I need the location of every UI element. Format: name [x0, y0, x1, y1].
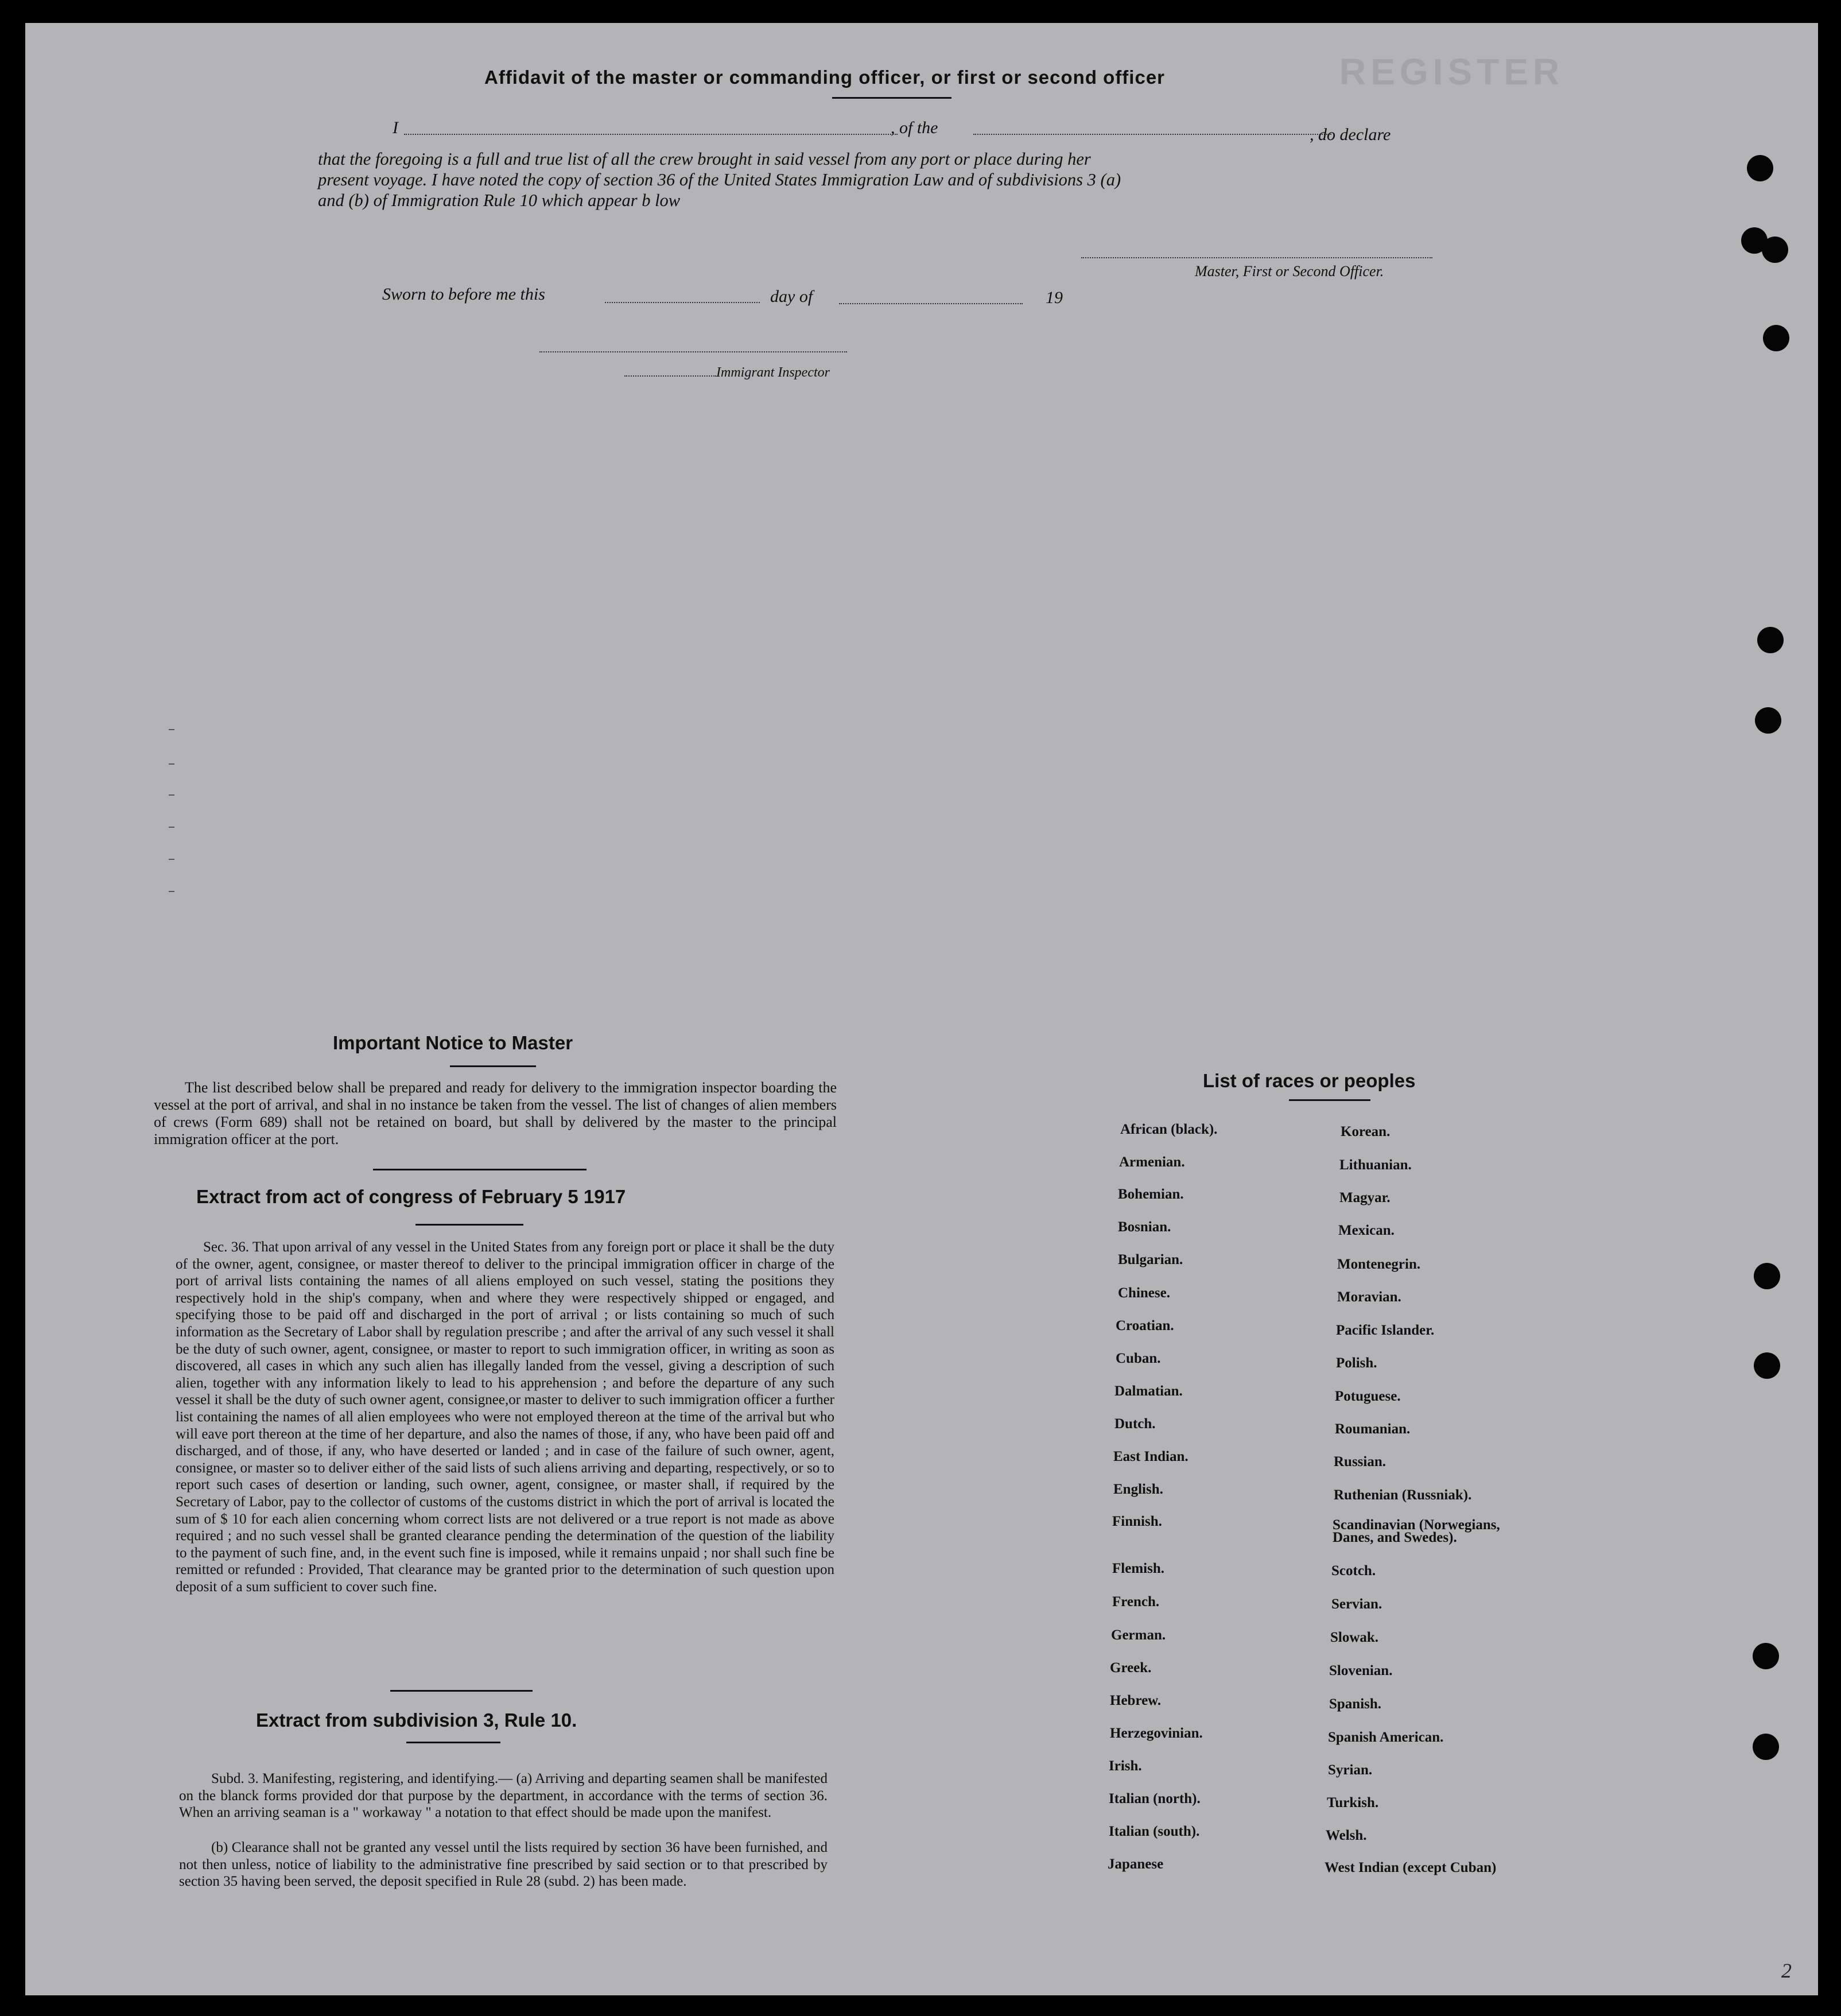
- sworn-label: Sworn to before me this: [382, 285, 545, 304]
- race-item: English.: [1113, 1482, 1163, 1497]
- race-item: Slovenian.: [1329, 1663, 1393, 1678]
- affidavit-title: Affidavit of the master or commanding officer, or first or second officer: [484, 67, 1166, 88]
- punch-hole: [1753, 1643, 1779, 1669]
- affidavit-title-underline: [832, 97, 951, 99]
- race-item: Japanese: [1108, 1856, 1164, 1872]
- officer-signature-line[interactable]: [1081, 257, 1432, 258]
- margin-tick: [169, 859, 174, 860]
- punch-hole: [1757, 627, 1784, 653]
- race-item: Scandinavian (Norwegians, Danes, and Swedes).: [1333, 1517, 1500, 1545]
- race-item: Greek.: [1110, 1660, 1152, 1676]
- race-item: Lithuanian.: [1339, 1157, 1412, 1173]
- race-item: Irish.: [1109, 1758, 1142, 1774]
- margin-tick: [169, 891, 174, 892]
- race-item: Potuguese.: [1335, 1389, 1401, 1404]
- race-item: Spanish.: [1329, 1696, 1382, 1712]
- notice-title: Important Notice to Master: [333, 1032, 573, 1053]
- punch-hole: [1754, 1352, 1780, 1379]
- punch-hole: [1763, 325, 1789, 351]
- races-title-underline: [1289, 1099, 1370, 1101]
- sworn-year-label: 19: [1046, 288, 1063, 307]
- punch-hole: [1753, 1734, 1779, 1760]
- race-item: Bulgarian.: [1118, 1252, 1183, 1267]
- sworn-month-line[interactable]: [839, 303, 1023, 304]
- sworn-day-line[interactable]: [605, 302, 760, 303]
- race-item: Korean.: [1341, 1124, 1391, 1139]
- punch-hole: [1747, 155, 1773, 181]
- affidavit-declare-label: , do declare: [1310, 125, 1391, 144]
- notice-divider: [373, 1169, 587, 1170]
- race-item: Polish.: [1336, 1355, 1377, 1371]
- notice-text: The list described below shall be prepared and ready for delivery to the immigration inspector boarding the vessel at the port of arrival, and shal in no instance be taken from the vessel. The list of changes of alien members of crews (Form 689) shall not be retained on board, but shall by delivered by the master to the principal immigration officer at the port.: [154, 1079, 837, 1147]
- extract-act-text: Sec. 36. That upon arrival of any vessel in the United States from any foreign port or place it shall be the duty of the owner, agent, consignee, or master thereof to deliver to the principal immigration officer in charge of the port of arrival lists containing the names of all aliens employed on such vessel, stating the positions they respectively hold in the ship's company, when and where they were respectively shipped or engaged, and specifying those to be paid off and discharged in the port of arrival ; or lists containing so much of such information as the Secretary of Labor shall by regulation prescribe ; and after the arrival of any such vessel it shall be the duty of such owner, agent, consignee, or master to report to such immigration officer, in writing as soon as discovered, all cases in which any such alien has illegally landed from the vessel, giving a description of such alien, together with any information likely to lead to his apprehension ; and before the departure of any such vessel it shall be the duty of such owner agent, consignee,or master to deliver to such immigration officer a further list containing the names of all alien employees who were not employed thereon at the time of the arrival but who will eave port thereon at the time of her departure, and also the names of those, if any, who have been paid off and discharged, and of those, if any, who have deserted or landed ; and in case of the failure of such owner, agent, consignee, or master so to deliver either of the said lists of such aliens arriving and departing, respectively, or so to report such cases of desertion or landing, such owner, agent, consignee, or master shall, if required by the Secretary of Labor, pay to the collector of customs of the customs district in which the port of arrival is located the sum of $ 10 for each alien concerning whom correct lists are not delivered or a true report is not made as above required ; and no such vessel shall be granted clearance pending the determination of the question of the liability to the payment of such fine, and, in the event such fine is imposed, while it remains unpaid ; nor shall such fine be remitted or refunded : Provided, That clearance may be granted prior to the determination of such question upon deposit of a sum sufficient to cover such fine.: [176, 1239, 834, 1595]
- race-item: West Indian (except Cuban): [1325, 1860, 1497, 1875]
- punch-hole: [1762, 237, 1788, 263]
- vessel-blank-line[interactable]: [973, 134, 1331, 135]
- extract-act-divider: [390, 1690, 533, 1692]
- race-item: Armenian.: [1119, 1154, 1185, 1170]
- name-blank-line[interactable]: [404, 134, 898, 135]
- affidavit-body-line-3: and (b) of Immigration Rule 10 which appear b low: [318, 191, 681, 210]
- extract-rule-para-a: Subd. 3. Manifesting, registering, and identifying.— (a) Arriving and departing seamen shall be manifested on the blanck forms provided dor that purpose by the department, in accordance with the terms of section 36. When an arriving seaman is a " workaway " a notation to that effect should be made upon the manifest.: [179, 1771, 828, 1821]
- page-number: 2: [1781, 1959, 1792, 1982]
- inspector-signature-line[interactable]: [539, 351, 847, 352]
- race-item: Herzegovinian.: [1110, 1726, 1203, 1741]
- race-item: German.: [1111, 1627, 1166, 1643]
- punch-hole: [1755, 707, 1781, 734]
- extract-act-underline: [415, 1224, 523, 1226]
- race-item: Welsh.: [1326, 1828, 1367, 1843]
- race-item: Hebrew.: [1110, 1693, 1162, 1708]
- punch-hole: [1754, 1263, 1780, 1289]
- race-item: Montenegrin.: [1337, 1257, 1421, 1272]
- race-item: Flemish.: [1112, 1561, 1164, 1576]
- race-item: Chinese.: [1118, 1285, 1170, 1301]
- bleed-through-text: REGISTER: [1339, 51, 1564, 92]
- margin-tick: [169, 794, 174, 796]
- race-item: Scotch.: [1331, 1563, 1376, 1579]
- extract-rule-title: Extract from subdivision 3, Rule 10.: [256, 1709, 577, 1731]
- race-item: Dutch.: [1114, 1416, 1156, 1432]
- margin-tick: [169, 729, 174, 730]
- affidavit-of-the-label: , of the: [891, 118, 938, 137]
- race-item: Dalmatian.: [1114, 1383, 1183, 1399]
- race-item: East Indian.: [1113, 1449, 1189, 1464]
- notice-title-underline: [450, 1065, 536, 1067]
- race-item: Bohemian.: [1118, 1187, 1184, 1202]
- affidavit-body-line-1: that the foregoing is a full and true list of all the crew brought in said vessel from any port or place during her: [318, 149, 1091, 169]
- margin-tick: [169, 763, 174, 765]
- race-item: Roumanian.: [1335, 1421, 1411, 1437]
- race-item: Croatian.: [1116, 1318, 1174, 1333]
- race-item: Syrian.: [1328, 1762, 1373, 1778]
- race-item: Moravian.: [1337, 1289, 1401, 1305]
- extract-rule-para-b: (b) Clearance shall not be granted any vessel until the lists required by section 36 have been furnished, and not then unless, notice of liability to the administrative fine prescribed by said section or to that prescribed by section 35 having been served, the deposit specified in Rule 28 (subd. 2) has been made.: [179, 1840, 828, 1890]
- affidavit-body-line-2: present voyage. I have noted the copy of section 36 of the United States Immigration Law and of subdivisions 3 (a): [318, 170, 1121, 189]
- race-item: Russian.: [1334, 1454, 1386, 1470]
- sworn-day-of-label: day of: [770, 287, 813, 306]
- race-item: Ruthenian (Russniak).: [1334, 1487, 1472, 1503]
- extract-rule-underline: [406, 1742, 500, 1743]
- inspector-signature-line-2[interactable]: [624, 375, 716, 377]
- race-item: Pacific Islander.: [1336, 1323, 1435, 1338]
- race-item: Italian (north).: [1109, 1791, 1201, 1806]
- affidavit-i-label: I: [393, 118, 398, 137]
- extract-act-title: Extract from act of congress of February 5 1917: [196, 1186, 626, 1207]
- race-item: Bosnian.: [1118, 1219, 1171, 1235]
- race-item: Finnish.: [1112, 1514, 1162, 1529]
- margin-tick: [169, 827, 174, 828]
- race-item: Mexican.: [1338, 1223, 1395, 1238]
- race-item: Spanish American.: [1328, 1730, 1444, 1745]
- form-sheet: [25, 23, 1818, 1995]
- race-item: Turkish.: [1327, 1795, 1379, 1810]
- inspector-caption: Immigrant Inspector: [716, 365, 830, 380]
- race-item: Slowak.: [1330, 1630, 1379, 1645]
- race-item: African (black).: [1120, 1122, 1218, 1137]
- officer-signature-caption: Master, First or Second Officer.: [1195, 263, 1384, 280]
- race-item: Cuban.: [1116, 1351, 1161, 1366]
- race-item: Magyar.: [1339, 1190, 1391, 1205]
- race-item: Servian.: [1331, 1596, 1382, 1612]
- race-item: Italian (south).: [1109, 1824, 1200, 1839]
- race-item: French.: [1112, 1594, 1160, 1610]
- races-title: List of races or peoples: [1203, 1070, 1416, 1091]
